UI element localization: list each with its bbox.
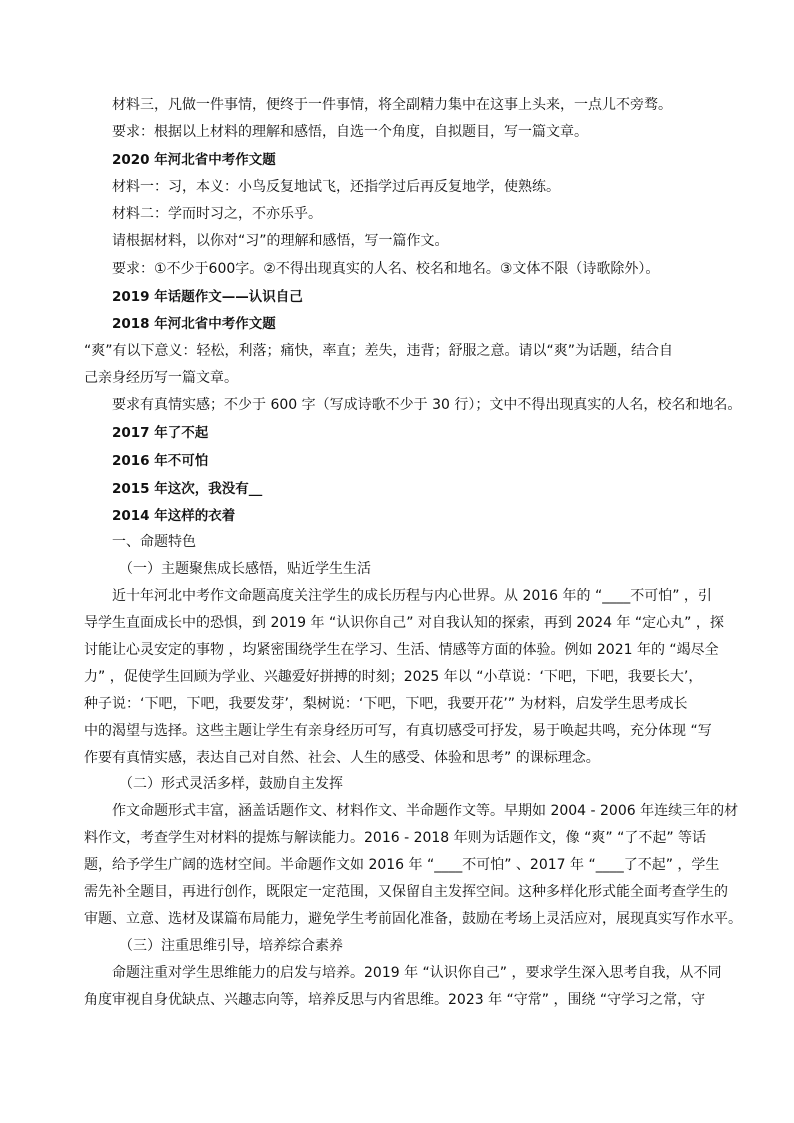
material-one-line: 材料一：习，本义：小鸟反复地试飞，还指学过后再反复地学，使熟练。 bbox=[112, 179, 560, 195]
material-two-line: 材料二：学而时习之，不亦乐乎。 bbox=[112, 206, 322, 222]
subsection-heading-1: （一）主题聚焦成长感悟，贴近学生生活 bbox=[119, 561, 371, 577]
paragraph-line: 需先补全题目，再进行创作，既限定一定范围，又保留自主发挥空间。这种多样化形式能全面考查学生的 bbox=[84, 884, 728, 900]
instruction-line: 请根据材料，以你对“习”的理解和感悟，写一篇作文。 bbox=[112, 233, 449, 249]
subsection-heading-2: （二）形式灵活多样，鼓励自主发挥 bbox=[119, 776, 343, 792]
paragraph-line: 作文命题形式丰富，涵盖话题作文、材料作文、半命题作文等。早期如 2004 - 2006 年连续三年的材 bbox=[112, 803, 739, 819]
paragraph-line: 作要有真情实感，表达自己对自然、社会、人生的感受、体验和思考” 的课标理念。 bbox=[84, 750, 600, 766]
material-three-line: 材料三，凡做一件事情，便终于一件事情，将全副精力集中在这事上头来，一点儿不旁骛。 bbox=[112, 97, 672, 113]
paragraph-line: 中的渴望与选择。这些主题让学生有亲身经历可写，有真切感受可抒发，易于唤起共鸣，充分体现 “写 bbox=[84, 723, 712, 739]
heading-2018: 2018 年河北省中考作文题 bbox=[112, 316, 276, 332]
heading-2020: 2020 年河北省中考作文题 bbox=[112, 152, 276, 168]
paragraph-line: 审题、立意、选材及谋篇布局能力，避免学生考前固化准备，鼓励在考场上灵活应对，展现真实写作水平。 bbox=[84, 911, 742, 927]
requirement-line-2018: 要求有真情实感；不少于 600 字（写成诗歌不少于 30 行）；文中不得出现真实的人名，校名和地名。 bbox=[112, 397, 742, 413]
paragraph-line: 种子说：‘下吧，下吧，我要发芽’，梨树说：‘下吧，下吧，我要开花’” 为材料，启发学生思考成长 bbox=[84, 696, 688, 712]
heading-2019: 2019 年话题作文——认识自己 bbox=[112, 289, 303, 305]
paragraph-line: “爽”有以下意义：轻松，利落；痛快，率直；差失，违背；舒服之意。请以“爽”为话题，结合自 bbox=[84, 343, 674, 359]
paragraph-line: 题，给予学生广阔的选材空间。半命题作文如 2016 年 “____不可怕” 、2017 年 “____了不起” ，学生 bbox=[84, 857, 720, 873]
section-heading: 一、命题特色 bbox=[112, 534, 196, 550]
requirement-line-2020: 要求：①不少于600字。②不得出现真实的人名、校名和地名。③文体不限（诗歌除外）。 bbox=[112, 261, 660, 277]
paragraph-line: 命题注重对学生思维能力的启发与培养。2019 年 “认识你自己” ，要求学生深入思考自我，从不同 bbox=[112, 965, 722, 981]
subsection-heading-3: （三）注重思维引导，培养综合素养 bbox=[119, 938, 343, 954]
heading-2014: 2014 年这样的衣着 bbox=[112, 508, 236, 524]
paragraph-line: 角度审视自身优缺点、兴趣志向等，培养反思与内省思维。2023 年 “守常” ，围绕 “守学习之常，守 bbox=[84, 992, 706, 1008]
paragraph-line: 近十年河北中考作文命题高度关注学生的成长历程与内心世界。从 2016 年的 “____不可怕” ，引 bbox=[112, 588, 712, 604]
paragraph-line: 导学生直面成长中的恐惧，到 2019 年 “认识你自己” 对自我认知的探索，再到 2024 年 “定心丸” ，探 bbox=[84, 615, 724, 631]
requirement-line: 要求：根据以上材料的理解和感悟，自选一个角度，自拟题目，写一篇文章。 bbox=[112, 124, 588, 140]
paragraph-line: 己亲身经历写一篇文章。 bbox=[84, 370, 238, 386]
paragraph-line: 力” ，促使学生回顾为学业、兴趣爱好拼搏的时刻；2025 年以 “小草说：‘下吧，下吧，我要长大’， bbox=[84, 669, 703, 685]
heading-2016: 2016 年不可怕 bbox=[112, 453, 209, 469]
heading-2015: 2015 年这次，我没有__ bbox=[112, 481, 263, 497]
paragraph-line: 讨能让心灵安定的事物 ，均紧密围绕学生在学习、生活、情感等方面的体验。例如 2021 年的 “竭尽全 bbox=[84, 642, 719, 658]
paragraph-line: 料作文，考查学生对材料的提炼与解读能力。2016 - 2018 年则为话题作文，像 “爽” “了不起” 等话 bbox=[84, 830, 707, 846]
heading-2017: 2017 年了不起 bbox=[112, 425, 209, 441]
